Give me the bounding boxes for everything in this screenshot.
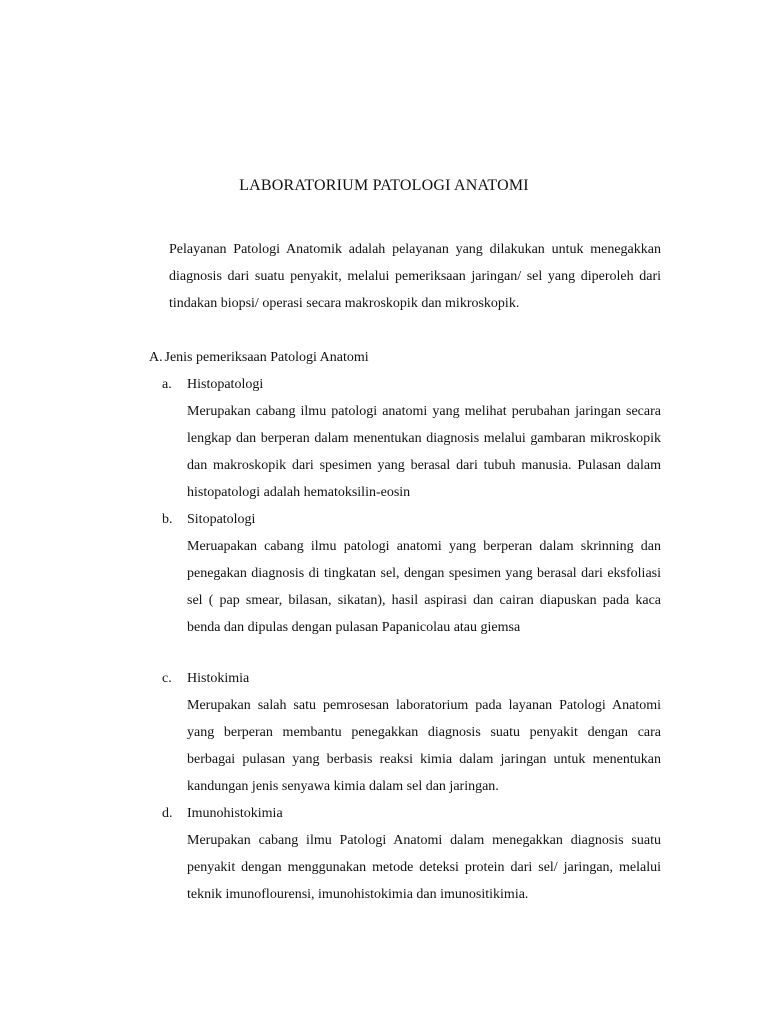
list-marker: b. [162,512,173,527]
list-item-description: Merupakan cabang ilmu patologi anatomi yang melihat perubahan jaringan secara lengkap dan berperan dalam menentukan diagnosis melalui gambaran mikroskopik dan makroskopik dari spesimen yang berasal dari tubuh manusia. Pulasan dalam histopatologi adalah hematoksilin-eosin [187,404,661,500]
list-item-label [162,665,249,692]
list-item-label [162,371,263,398]
list-marker: c. [162,671,172,686]
list-item-label [162,506,255,533]
list-item-description: Merupakan salah satu pemrosesan laboratorium pada layanan Patologi Anatomi yang berperan membantu penegakkan diagnosis suatu penyakit dengan cara berbagai pulasan yang berbasis reaksi kimia dalam jaringan untuk menentukan kandungan jenis senyawa kimia dalam sel dan jaringan. [187,698,661,794]
list-item-label [162,800,283,827]
list-item-name: Histokimia [187,671,250,686]
document-title: LABORATORIUM PATOLOGI ANATOMI [239,177,529,194]
section-heading [149,344,369,371]
section-heading-text: Jenis pemeriksaan Patologi Anatomi [164,350,369,365]
section-letter: A. [149,350,163,365]
list-item-description: Meruapakan cabang ilmu patologi anatomi yang berperan dalam skrinning dan penegakan diagnosis di tingkatan sel, dengan spesimen yang berasal dari eksfoliasi sel ( pap smear, bilasan, sikatan), hasil aspirasi dan cairan diapuskan pada kaca benda dan dipulas dengan pulasan Papanicolau atau giemsa [187,539,661,635]
list-item-name: Imunohistokimia [187,806,283,821]
intro-paragraph: Pelayanan Patologi Anatomik adalah pelayanan yang dilakukan untuk menegakkan diagnosis dari suatu penyakit, melalui pemeriksaan jaringan/ sel yang diperoleh dari tindakan biopsi/ operasi secara makroskopik dan mikroskopik. [169,242,661,311]
list-item-name: Sitopatologi [187,512,256,527]
list-marker: d. [162,806,173,821]
list-item-name: Histopatologi [187,377,264,392]
list-marker: a. [162,377,172,392]
list-item-description: Merupakan cabang ilmu Patologi Anatomi dalam menegakkan diagnosis suatu penyakit dengan menggunakan metode deteksi protein dari sel/ jaringan, melalui teknik imunoflourensi, imunohistokimia dan imunositikimia. [187,833,661,902]
